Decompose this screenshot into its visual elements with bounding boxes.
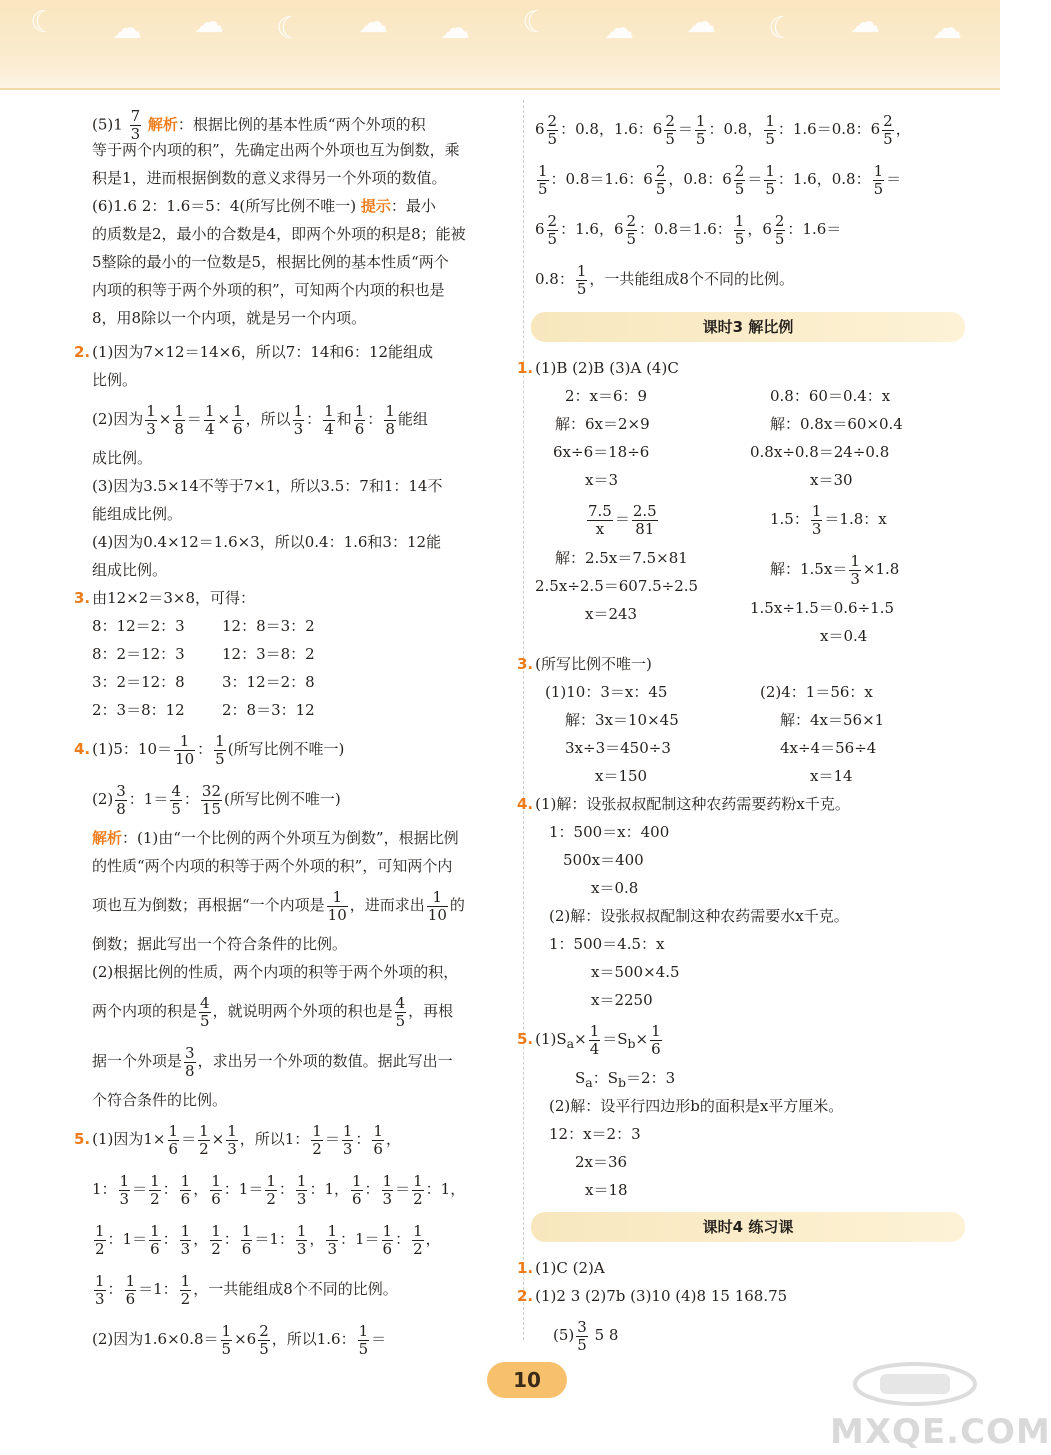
fraction: $\frac{1}{6}$ <box>382 1221 393 1258</box>
question-2-line-3: (2)因为 $\frac{1}{3}$ × $\frac{1}{8}$ ＝ $\frac{1}{4}$ × $\frac{1}{6}$ ，所以 $\frac{1}{3}$ ： $\frac{1}{4}$ 和 $\frac{1}{6}$ ： $\frac{1}{8}$ 能组 <box>92 401 428 438</box>
fraction: $\frac{1}{6}$ <box>168 1121 179 1158</box>
fraction: $\frac{1}{10}$ <box>327 887 347 924</box>
equation-step: 解：0.8x＝60×0.4 <box>770 415 903 433</box>
word-problem-line: 4. (1)解：设张叔叔配制这种农药需要药粉x千克。 <box>517 795 850 813</box>
fraction: $\frac{2}{5}$ <box>883 111 893 148</box>
fraction: $\frac{2}{5}$ <box>259 1321 269 1358</box>
ratio-row: 3：2＝12：8 3：12＝2：8 <box>92 673 315 691</box>
fraction: $\frac{1}{3}$ <box>95 1271 105 1308</box>
lesson3-q3-intro: 3. (所写比例不唯一) <box>517 655 652 673</box>
ratio-row: 8：12＝2：3 12：8＝3：2 <box>92 617 315 635</box>
question-2-line-1: 2. (1)因为7×12＝14×6，所以7：14和6：12能组成 <box>74 343 434 361</box>
equation-2-2 <box>750 382 965 494</box>
question-number: 4. <box>517 795 534 813</box>
question-3-intro: 3. 由12×2＝3×8，可得： <box>74 589 255 607</box>
question-2-line-5: (3)因为3.5×14不等于7×1，所以3.5：7和1：14不 <box>92 477 443 495</box>
fraction: $\frac{1}{3}$ <box>293 401 304 438</box>
fraction: $\frac{2}{5}$ <box>734 161 745 198</box>
question-4-analysis-1: 解析：(1)由“一个比例的两个外项互为倒数”，根据比例 <box>92 829 459 847</box>
fraction: $\frac{3}{8}$ <box>185 1043 195 1080</box>
ratio-row: 8：2＝12：3 12：3＝8：2 <box>92 645 315 663</box>
equation-step: 解：3x＝10×45 <box>565 711 679 729</box>
fraction: $\frac{2}{5}$ <box>655 161 666 198</box>
fraction: $\frac{4}{5}$ <box>395 993 406 1030</box>
question-4-analysis-6: 两个内项的积是 $\frac{4}{5}$ ，就说明两个外项的积也是 $\frac{4}{5}$ ，再根 <box>92 993 454 1030</box>
hint-label: 提示 <box>360 197 391 215</box>
equation-step: 0.8x÷0.8＝24÷0.8 <box>750 443 890 461</box>
fraction: $\frac{1}{3}$ <box>811 501 822 538</box>
cloud-icon: ☁ <box>850 5 880 40</box>
fraction: $\frac{1}{5}$ <box>576 261 587 298</box>
fraction: $\frac{1}{2}$ <box>266 1171 276 1208</box>
fraction: $\frac{4}{5}$ <box>171 781 181 818</box>
question-4-analysis-8: 个符合条件的比例。 <box>92 1091 228 1109</box>
fraction: $\frac{1}{4}$ <box>589 1021 600 1058</box>
fraction: $\frac{2}{5}$ <box>626 211 637 248</box>
question-2-line-8: 组成比例。 <box>92 561 168 579</box>
lesson3-q5-rest <box>535 1092 965 1204</box>
question-2-line-4: 成比例。 <box>92 449 153 467</box>
fraction: $\frac{1}{2}$ <box>95 1221 105 1258</box>
word-problem-line: 500x＝400 <box>563 851 644 869</box>
fraction: $\frac{1}{2}$ <box>180 1271 191 1308</box>
question-number: 2. <box>517 1287 534 1305</box>
question-number: 3. <box>517 655 534 673</box>
fraction: $\frac{2}{5}$ <box>547 111 558 148</box>
cloud-icon: ☁ <box>932 11 962 46</box>
continued-line-2: $\frac{1}{5}$ ：0.8＝1.6：6 $\frac{2}{5}$ ，0.8：6 $\frac{2}{5}$ ＝ $\frac{1}{5}$ ：1.6，0.8： $\frac{1}{5}$ ＝ <box>538 161 902 198</box>
equation-step: x＝30 <box>810 471 853 489</box>
word-problem-line: 2x＝36 <box>575 1153 628 1171</box>
question-number: 2. <box>74 343 91 361</box>
fraction: $\frac{1}{6}$ <box>354 401 365 438</box>
word-problem-line: 12：x＝2：3 <box>549 1125 641 1143</box>
continued-line-3: 6 $\frac{2}{5}$ ：1.6，6 $\frac{2}{5}$ ：0.8＝1.6： $\frac{1}{5}$ ，6 $\frac{2}{5}$ ：1.6＝ <box>535 211 842 248</box>
page-number: 10 <box>487 1362 567 1398</box>
fraction: $\frac{1}{5}$ <box>215 731 225 768</box>
question-4-analysis-5: (2)根据比例的性质，两个内项的积等于两个外项的积， <box>92 963 459 981</box>
lesson4-q1: 1. (1)C (2)A <box>517 1259 605 1277</box>
answer-6-line-4: 内项的积等于两个外项的积”，可知两个内项的积也是 <box>92 281 445 299</box>
fraction: $\frac{1}{5}$ <box>765 111 775 148</box>
watermark <box>830 1360 1051 1452</box>
equation-step: 6x÷6＝18÷6 <box>553 443 650 461</box>
fraction: $\frac{1}{5}$ <box>765 161 775 198</box>
fraction: $\frac{1}{8}$ <box>174 401 184 438</box>
fraction: $\frac{7}{3}$ <box>130 107 141 143</box>
fraction: $\frac{2}{5}$ <box>774 211 785 248</box>
cloud-icon: ☁ <box>440 11 470 46</box>
equation-2-3: $\frac{7.5}{x}$ ＝ $\frac{2.5}{81}$ 解：2.5x＝7.5×81 2.5x÷2.5＝607.5÷2.5 x＝243 <box>535 494 750 650</box>
equation-step: 1.5x÷1.5＝0.6÷1.5 <box>750 599 895 617</box>
continued-line-4: 0.8： $\frac{1}{5}$ ，一共能组成8个不同的比例。 <box>535 261 794 298</box>
fraction: $\frac{3}{8}$ <box>116 781 126 818</box>
fraction: $\frac{1}{2}$ <box>150 1171 160 1208</box>
fraction: $\frac{1}{10}$ <box>175 731 195 768</box>
fraction: $\frac{1}{3}$ <box>382 1171 393 1208</box>
lesson-4-banner: 课时4 练习课 <box>531 1212 965 1242</box>
lesson3-q5-line-2: $S_a$：$S_b=2$：3 <box>575 1069 676 1090</box>
fraction: $\frac{2}{5}$ <box>547 211 558 248</box>
question-5-line-3: $\frac{1}{2}$ ：1＝ $\frac{1}{6}$ ： $\frac{1}{3}$ ， $\frac{1}{2}$ ： $\frac{1}{6}$ ＝1： $\frac{1}{3}$ ， $\frac{1}{3}$ ：1＝ $\frac{1}{6}$ ： $\frac{1}{2}$ ， <box>95 1221 441 1258</box>
fraction: $\frac{1}{5}$ <box>695 111 706 148</box>
question-number: 5. <box>517 1030 534 1048</box>
fraction: $\frac{1}{2}$ <box>413 1221 423 1258</box>
continued-line-1: 6 $\frac{2}{5}$ ：0.8，1.6：6 $\frac{2}{5}$ ＝ $\frac{1}{5}$ ：0.8， $\frac{1}{5}$ ：1.6＝0.8：6 $\frac{2}{5}$ ， <box>535 111 911 148</box>
equation-step: 4x÷4＝56÷4 <box>780 739 877 757</box>
question-number: 1. <box>517 359 534 377</box>
lesson4-q2: 2. (1)2 3 (2)7b (3)10 (4)8 15 168.75 <box>517 1287 788 1305</box>
cloud-icon: ☁ <box>194 5 224 40</box>
cloud-icon: ☁ <box>686 5 716 40</box>
fraction: $\frac{1}{6}$ <box>211 1171 221 1208</box>
question-5-line-4: $\frac{1}{3}$ ： $\frac{1}{6}$ ＝1： $\frac{1}{2}$ ，一共能组成8个不同的比例。 <box>95 1271 398 1308</box>
fraction: $\frac{7.5}{x}$ <box>588 501 612 538</box>
lesson3-q3 <box>535 678 965 790</box>
question-5-line-1: 5. (1)因为1× $\frac{1}{6}$ ＝ $\frac{1}{2}$ × $\frac{1}{3}$ ，所以1： $\frac{1}{2}$ ＝ $\frac{1}{3}$ ： $\frac{1}{6}$ ， <box>74 1121 401 1158</box>
cloud-icon: ☁ <box>604 11 634 46</box>
equation-step: 解：2.5x＝7.5×81 <box>555 549 688 567</box>
lesson-3-banner: 课时3 解比例 <box>531 312 965 342</box>
lesson3-q5-line-1: 5. $(1)S_a\times$ $\frac{1}{4}$ $=S_b\times$ $\frac{1}{6}$ <box>517 1021 661 1058</box>
fraction: $\frac{1}{6}$ <box>180 1171 191 1208</box>
question-number: 4. <box>74 740 91 758</box>
answer-6-line-1: (6)1.6 2：1.6＝5：4(所写比例不唯一) 提示：最小 <box>92 197 436 215</box>
fraction: $\frac{1}{10}$ <box>427 887 447 924</box>
question-5-line-2: 1： $\frac{1}{3}$ ＝ $\frac{1}{2}$ ： $\frac{1}{6}$ ， $\frac{1}{6}$ ：1＝ $\frac{1}{2}$ ： $\frac{1}{3}$ ：1， $\frac{1}{6}$ ： $\frac{1}{3}$ ＝ $\frac{1}{2}$ ：1， <box>92 1171 466 1208</box>
fraction: $\frac{1}{2}$ <box>211 1221 221 1258</box>
fraction: $\frac{1}{3}$ <box>119 1171 130 1208</box>
lesson4-q2-part5: (5) $\frac{3}{5}$ 5 8 <box>553 1317 619 1354</box>
equation-step: 0.8：60＝0.4：x <box>770 387 891 405</box>
lesson3-q1: 1. (1)B (2)B (3)A (4)C <box>517 359 679 377</box>
fraction: $\frac{1}{5}$ <box>734 211 745 248</box>
answer-6-line-2: 的质数是2，最小的合数是4，即两个外项的积是8；能被 <box>92 225 466 243</box>
fraction: $\frac{1}{5}$ <box>358 1321 369 1358</box>
question-2-line-6: 能组成比例。 <box>92 505 183 523</box>
fraction: $\frac{1}{5}$ <box>538 161 548 198</box>
word-problem-line: 1：500＝4.5：x <box>549 935 665 953</box>
question-number: 3. <box>74 589 91 607</box>
fraction: $\frac{1}{6}$ <box>241 1221 252 1258</box>
answer-6-line-3: 5整除的最小的一位数是5，根据比例的基本性质“两个 <box>92 253 449 271</box>
equation-step: x＝243 <box>585 605 638 623</box>
fraction: $\frac{1}{6}$ <box>373 1121 383 1158</box>
fraction: $\frac{1}{5}$ <box>873 161 884 198</box>
fraction: $\frac{1}{2}$ <box>413 1171 423 1208</box>
fraction: $\frac{1}{6}$ <box>651 1021 661 1058</box>
fraction: $\frac{1}{3}$ <box>327 1221 337 1258</box>
fraction: $\frac{4}{5}$ <box>200 993 210 1030</box>
right-column <box>517 104 965 1360</box>
fraction: $\frac{1}{6}$ <box>233 401 243 438</box>
cloud-icon: ☁ <box>112 11 142 46</box>
answer-5-line-2: 等于两个内项的积”，先确定出两个外项也互为倒数，乘 <box>92 141 460 159</box>
moon-icon: ☾ <box>30 5 57 40</box>
question-4-analysis-3: 项也互为倒数；再根据“一个内项是 $\frac{1}{10}$ ，进而求出 $\frac{1}{10}$ 的 <box>92 887 465 924</box>
word-problem-line: x＝500×4.5 <box>591 963 680 981</box>
answer-6-line-5: 8，用8除以一个内项，就是另一个内项。 <box>92 309 367 327</box>
equation-step: 2.5x÷2.5＝607.5÷2.5 <box>535 577 699 595</box>
watermark-text: MXQE.COM <box>830 1412 1051 1452</box>
word-problem-line: x＝2250 <box>591 991 653 1009</box>
equation-step: x＝14 <box>810 767 853 785</box>
question-4-analysis-7: 据一个外项是 $\frac{3}{8}$ ，求出另一个外项的数值。据此写出一 <box>92 1043 453 1080</box>
fraction: $\frac{2.5}{81}$ <box>632 501 657 538</box>
question-number: 5. <box>74 1130 91 1148</box>
fraction: $\frac{2}{5}$ <box>665 111 675 148</box>
fraction: $\frac{1}{3}$ <box>180 1221 191 1258</box>
ratio-row: 2：3＝8：12 2：8＝3：12 <box>92 701 315 719</box>
question-4-analysis-4: 倒数；据此写出一个符合条件的比例。 <box>92 935 348 953</box>
question-number: 1. <box>517 1259 534 1277</box>
analysis-label: 解析 <box>92 829 123 847</box>
equation-2-4: 1.5： $\frac{1}{3}$ ＝1.8：x 解：1.5x＝ $\frac{1}{3}$ ×1.8 1.5x÷1.5＝0.6÷1.5 x＝0.4 <box>750 494 965 650</box>
fraction: $\frac{1}{3}$ <box>146 401 156 438</box>
fraction: $\frac{1}{5}$ <box>221 1321 232 1358</box>
question-4-line-1: 4. (1)5：10＝ $\frac{1}{10}$ ： $\frac{1}{5}$ (所写比例不唯一) <box>74 731 345 768</box>
fraction: $\frac{1}{3}$ <box>227 1121 237 1158</box>
equation-step: (1)10：3＝x：45 <box>545 683 668 701</box>
equation-step: 解：6x＝2×9 <box>555 415 650 433</box>
fraction: $\frac{1}{3}$ <box>296 1221 307 1258</box>
fraction: $\frac{1}{2}$ <box>199 1121 209 1158</box>
fraction: $\frac{1}{4}$ <box>204 401 215 438</box>
equation-2-1 <box>535 382 750 494</box>
question-2-line-2: 比例。 <box>92 371 138 389</box>
lesson3-q2 <box>535 382 965 650</box>
equation-step: x＝3 <box>585 471 619 489</box>
answer-5-line-1: (5)1 $\frac{7}{3}$ 解析：根据比例的基本性质“两个外项的积 <box>92 107 426 143</box>
fraction: $\frac{3}{5}$ <box>577 1317 587 1354</box>
word-problem-line: 1：500＝x：400 <box>549 823 670 841</box>
fraction: $\frac{1}{4}$ <box>324 401 334 438</box>
fraction: $\frac{1}{6}$ <box>125 1271 136 1308</box>
equation-step: x＝0.4 <box>820 627 868 645</box>
fraction: $\frac{1}{3}$ <box>296 1171 307 1208</box>
fraction: $\frac{1}{6}$ <box>150 1221 160 1258</box>
equation-step: (2)4：1＝56：x <box>760 683 873 701</box>
word-problem-line: (2)解：设平行四边形b的面积是x平方厘米。 <box>549 1097 844 1115</box>
question-2-line-7: (4)因为0.4×12＝1.6×3，所以0.4：1.6和3：12能 <box>92 533 442 551</box>
column-divider <box>523 100 524 1340</box>
word-problem-line: x＝0.8 <box>591 879 639 897</box>
fraction: $\frac{1}{2}$ <box>312 1121 322 1158</box>
cloud-icon: ☁ <box>358 5 388 40</box>
word-problem-line: (2)解：设张叔叔配制这种农药需要水x千克。 <box>549 907 849 925</box>
question-4-analysis-2: 的性质“两个内项的积等于两个外项的积”，可知两个内 <box>92 857 453 875</box>
equation-step: x＝150 <box>595 767 648 785</box>
question-4-line-2: (2) $\frac{3}{8}$ ：1＝ $\frac{4}{5}$ ： $\frac{32}{15}$ (所写比例不唯一) <box>92 781 341 818</box>
lesson3-q4 <box>517 790 965 1014</box>
question-3-ratio-table <box>92 612 512 724</box>
fraction: $\frac{1}{6}$ <box>351 1171 362 1208</box>
answer-5-line-3: 积是1，进而根据倒数的意义求得另一个外项的数值。 <box>92 169 447 187</box>
equation-step: 3x÷3＝450÷3 <box>565 739 671 757</box>
analysis-label: 解析 <box>147 115 178 134</box>
left-column <box>74 107 512 1364</box>
equation-step: 2：x＝6：9 <box>565 387 648 405</box>
equation-step: 解：4x＝56×1 <box>780 711 885 729</box>
moon-icon: ☾ <box>522 5 549 40</box>
fraction: $\frac{32}{15}$ <box>201 781 221 818</box>
moon-icon: ☾ <box>768 11 795 46</box>
moon-icon: ☾ <box>276 11 303 46</box>
fraction: $\frac{1}{8}$ <box>385 401 395 438</box>
watermark-logo-icon <box>850 1360 980 1408</box>
word-problem-line: x＝18 <box>585 1181 628 1199</box>
fraction: $\frac{1}{3}$ <box>850 551 860 588</box>
question-5-line-5: (2)因为1.6×0.8＝ $\frac{1}{5}$ ×6 $\frac{2}{5}$ ，所以1.6： $\frac{1}{5}$ ＝ <box>92 1321 387 1358</box>
fraction: $\frac{1}{3}$ <box>342 1121 353 1158</box>
